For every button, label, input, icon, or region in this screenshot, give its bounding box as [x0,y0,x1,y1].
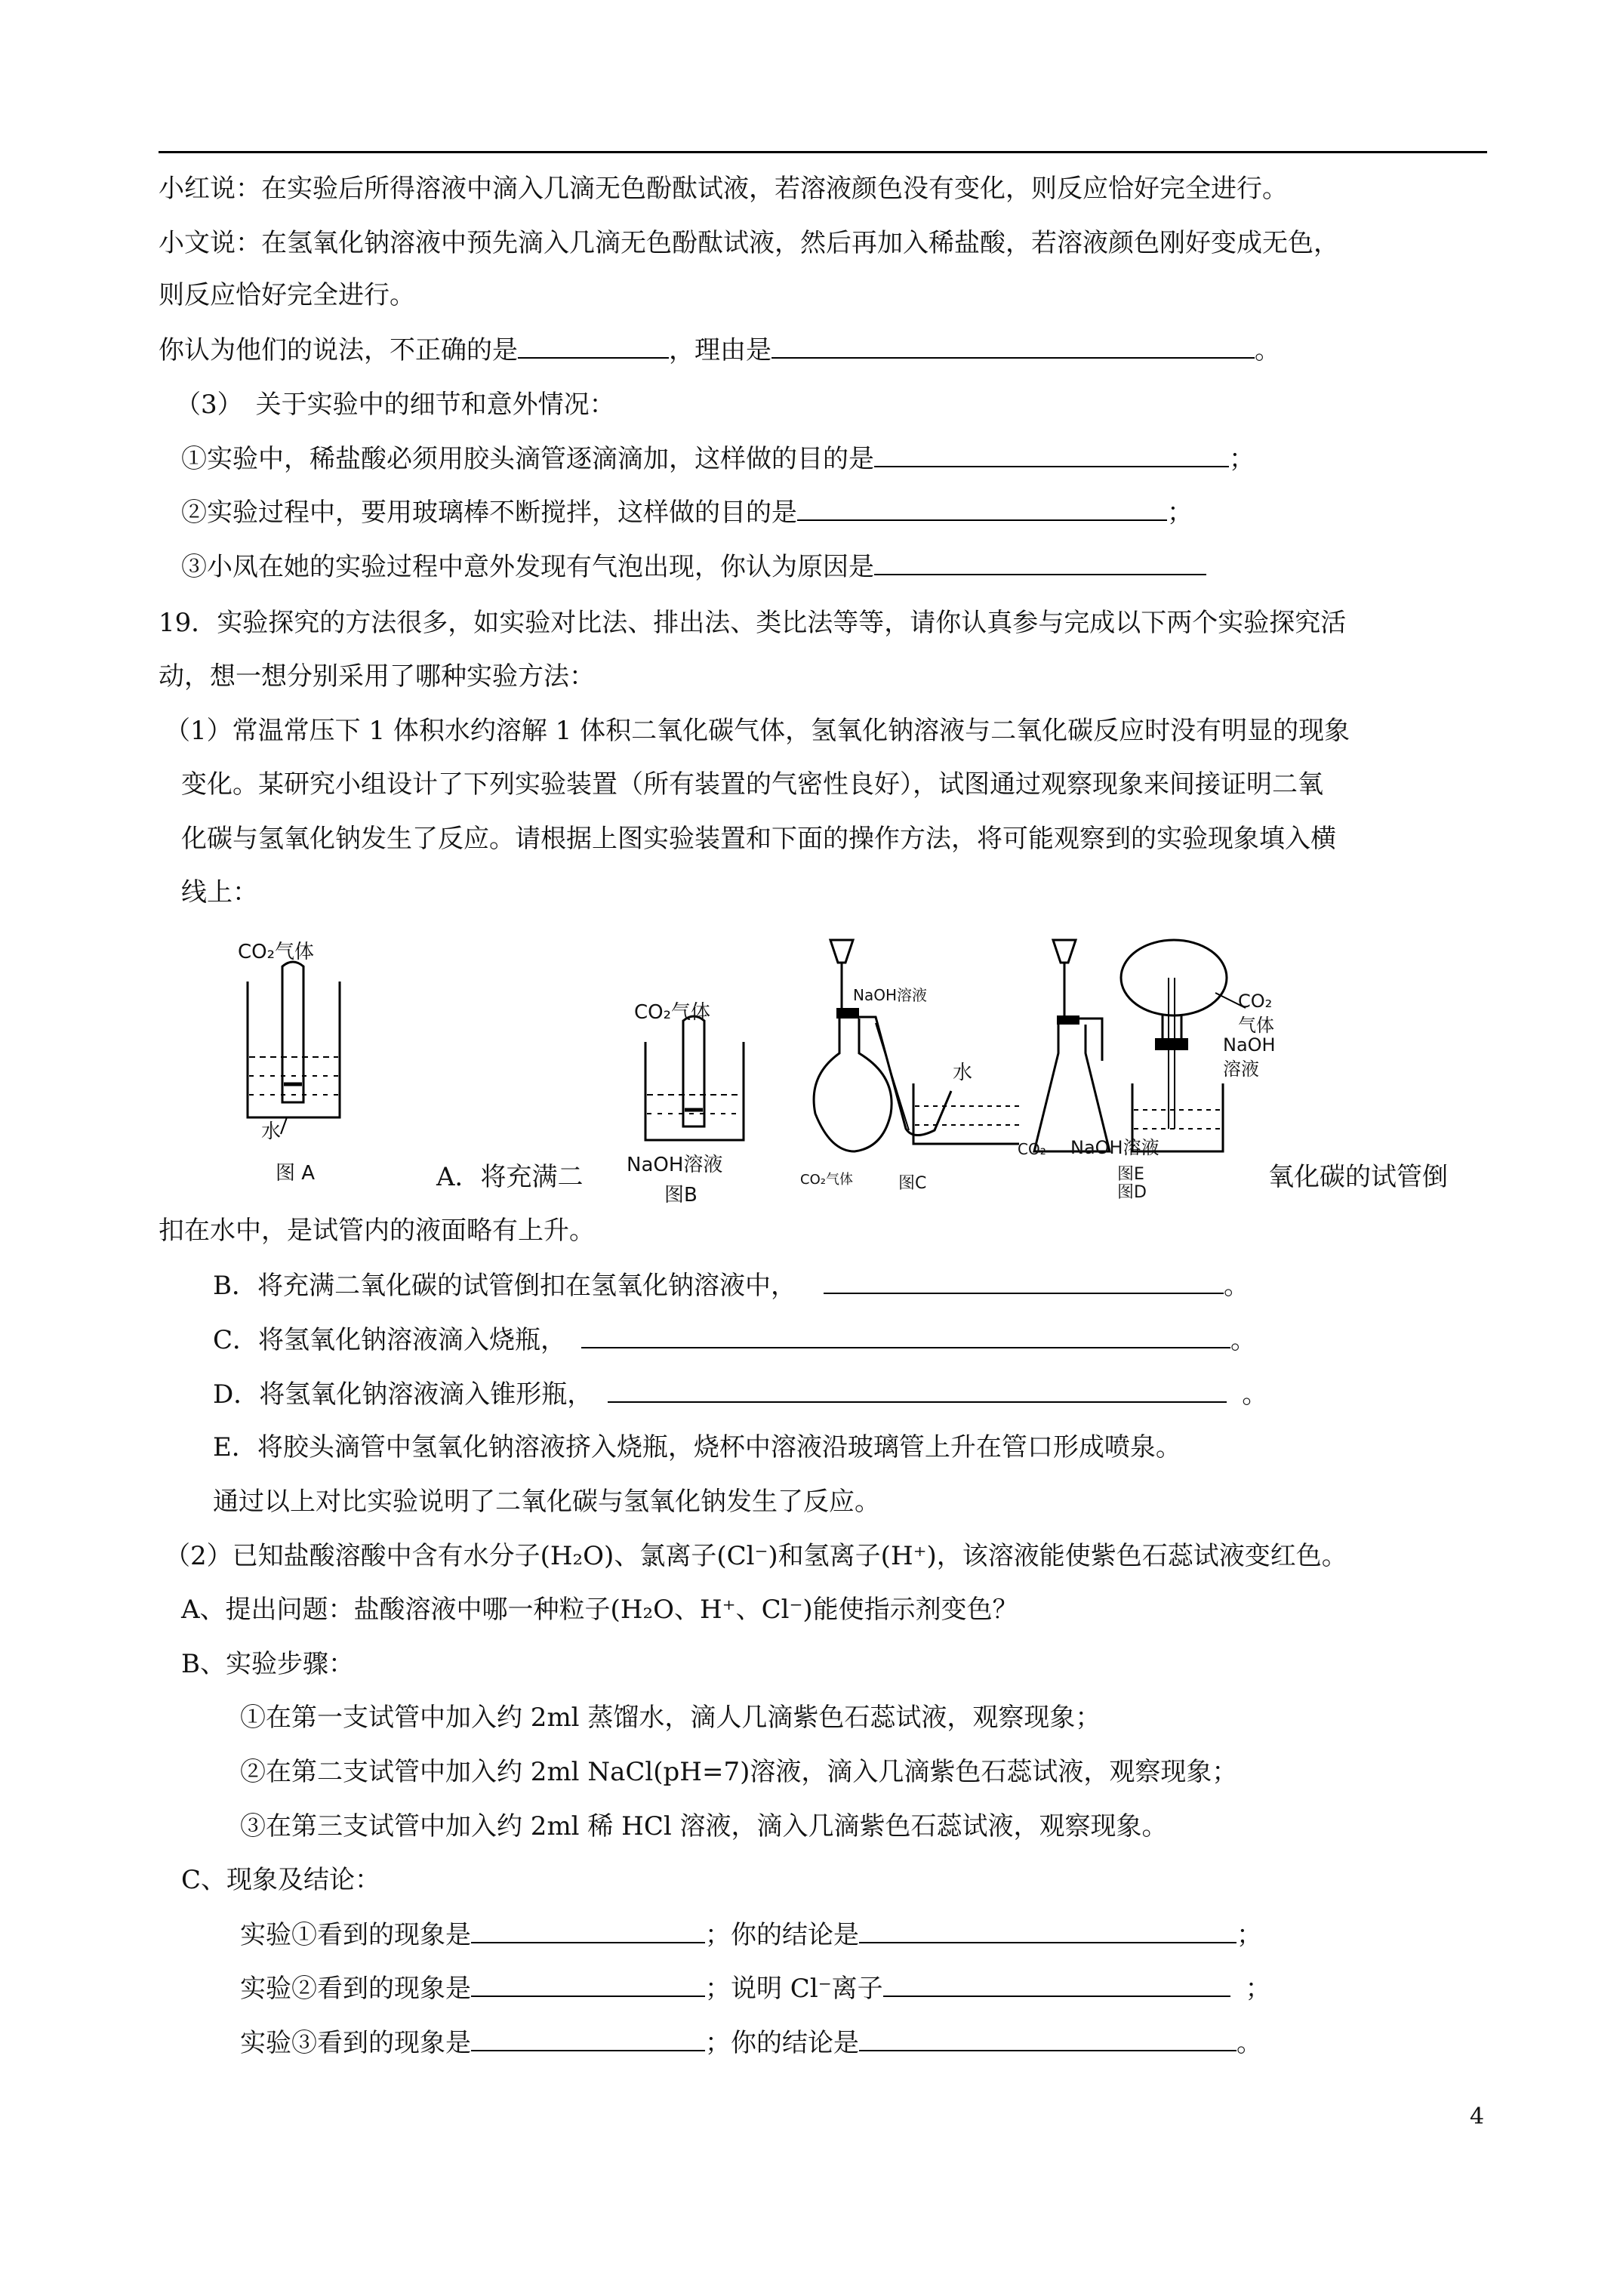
step-line: ③在第三支试管中加入约 2ml 稀 HCl 溶液，滴入几滴紫色石蕊试液，观察现象。 [240,1811,1168,1841]
page-number: 4 [1470,2103,1485,2130]
result-text: 实验①看到的现象是 [240,1920,471,1950]
text-line: 动，想一想分别采用了哪种实验方法： [159,661,595,692]
question-line [181,550,1206,584]
option-text: B．将充满二氧化碳的试管倒扣在氢氧化钠溶液中， [213,1271,796,1301]
question-text: ①实验中，稀盐酸必须用胶头滴管逐滴滴加，这样做的目的是 [181,444,874,474]
figure-b-gas-label: CO₂气体 [634,1001,711,1024]
option-a-text: 氧化碳的试管倒 [1268,1162,1448,1192]
text-line: A、提出问题：盐酸溶液中哪一种粒子(H₂O、H⁺、Cl⁻)能使指示剂变色？ [181,1595,1018,1625]
question-text: ③小凤在她的实验过程中意外发现有气泡出现，你认为原因是 [181,552,874,582]
figure-d-caption: 图D [1117,1183,1147,1202]
result-text: ；你的结论是 [705,2028,859,2058]
figure-c-water-label: 水 [953,1062,973,1084]
punct: 。 [1255,335,1280,365]
question-line [159,333,1280,367]
figure-a-caption: 图 A [276,1162,316,1185]
punct: 。 [1230,1325,1257,1355]
question-text: ，理由是 [669,335,771,365]
answer-blank[interactable] [471,1918,705,1943]
question-line [181,495,1193,529]
figure-c-solution-label: NaOH溶液 [853,986,927,1004]
option-a-text: 扣在水中，是试管内的液面略有上升。 [159,1216,595,1246]
result-text: 实验②看到的现象是 [240,1974,471,2004]
answer-blank[interactable] [859,1918,1236,1943]
result-line [240,1918,1262,1952]
figure-e-gas-label: CO₂ [1238,991,1273,1012]
option-line [213,1323,1256,1357]
answer-blank[interactable] [824,1268,1224,1294]
text-line: 小文说：在氢氧化钠溶液中预先滴入几滴无色酚酞试液，然后再加入稀盐酸，若溶液颜色刚好变成无色， [159,228,1339,258]
step-line: ②在第二支试管中加入约 2ml NaCl(pH=7)溶液，滴入几滴紫色石蕊试液，观察现象； [240,1757,1238,1787]
answer-blank[interactable] [883,1971,1230,1997]
option-text: C．将氢氧化钠溶液滴入烧瓶， [213,1325,567,1355]
text-line: 通过以上对比实验说明了二氧化碳与氢氧化钠发生了反应。 [213,1487,880,1517]
subquestion-title: （3） 关于实验中的细节和意外情况： [175,390,615,420]
answer-blank[interactable] [797,495,1167,521]
answer-blank[interactable] [471,1971,705,1997]
question-text: ②实验过程中，要用玻璃棒不断搅拌，这样做的目的是 [181,498,797,528]
text-line: 线上： [181,877,258,908]
text-line: （1）常温常压下 1 体积水约溶解 1 体积二氧化碳气体，氢氧化钠溶液与二氧化碳反应时没有明显的现象 [165,716,1350,746]
option-text: E．将胶头滴管中氢氧化钠溶液挤入烧瓶，烧杯中溶液沿玻璃管上升在管口形成喷泉。 [213,1432,1181,1462]
figure-b-caption: 图B [664,1184,698,1207]
figure-c-caption: 图C [898,1174,927,1193]
figure-d-solution-label: NaOH溶液 [1070,1137,1160,1158]
figure-e-caption: 图E [1117,1165,1144,1184]
result-text: 实验③看到的现象是 [240,2028,471,2058]
figure-e-solution-label: 溶液 [1223,1059,1259,1080]
text-line: 变化。某研究小组设计了下列实验装置（所有装置的气密性良好），试图通过观察现象来间接证明二氧 [181,769,1323,800]
punct: 。 [1223,1271,1249,1301]
result-line [240,1971,1271,2005]
option-text: D．将氢氧化钠溶液滴入锥形瓶， [213,1379,593,1410]
answer-blank[interactable] [874,550,1206,575]
punct: ； [1236,1920,1262,1950]
text-line: 19．实验探究的方法很多，如实验对比法、排出法、类比法等等，请你认真参与完成以下两个实验探究活 [159,608,1347,638]
text-line: 化碳与氢氧化钠发生了反应。请根据上图实验装置和下面的操作方法，将可能观察到的实验现象填入横 [181,824,1336,854]
result-text: ；说明 Cl⁻离子 [705,1974,883,2004]
punct: ； [1229,444,1255,474]
figure-c-gas-label: CO₂气体 [800,1172,853,1188]
figure-c-diagram [800,932,1019,1166]
option-a-text: A．将充满二 [436,1162,584,1192]
option-line [213,1268,1249,1302]
text-line: 则反应恰好完全进行。 [159,280,415,310]
figure-a-gas-label: CO₂气体 [238,941,315,963]
figure-b-solution-label: NaOH溶液 [627,1154,723,1176]
text-line: （2）已知盐酸溶酸中含有水分子(H₂O)、氯离子(Cl⁻)和氢离子(H⁺)，该溶液能使紫色石蕊试液变红色。 [165,1541,1347,1571]
text-line: C、现象及结论： [181,1865,381,1895]
figure-e-gas-label: 气体 [1238,1015,1274,1036]
punct: ； [1245,1974,1271,2004]
question-text: 你认为他们的说法，不正确的是 [159,335,518,365]
text-line: 小红说：在实验后所得溶液中滴入几滴无色酚酞试液，若溶液颜色没有变化，则反应恰好完全进行。 [159,174,1288,204]
answer-blank[interactable] [771,333,1255,359]
punct: ； [1167,498,1193,528]
answer-blank[interactable] [471,2026,705,2051]
answer-blank[interactable] [518,333,669,359]
answer-blank[interactable] [581,1323,1230,1348]
figure-a-water-label: 水 [261,1120,282,1143]
figure-a-diagram [226,936,362,1163]
answer-blank[interactable] [874,442,1229,467]
step-line: ①在第一支试管中加入约 2ml 蒸馏水，滴人几滴紫色石蕊试液，观察现象； [240,1703,1101,1733]
question-line [181,442,1255,476]
figure-b-diagram [630,1004,766,1155]
header-rule [159,151,1487,153]
answer-blank[interactable] [608,1377,1227,1403]
figure-d-co2-label: CO₂ [1018,1140,1046,1158]
result-text: ；你的结论是 [705,1920,859,1950]
option-line [213,1377,1267,1411]
figure-e-solution-label: NaOH [1223,1034,1276,1056]
result-line [240,2026,1262,2060]
answer-blank[interactable] [859,2026,1236,2051]
punct: 。 [1236,2028,1262,2058]
text-line: B、实验步骤： [181,1649,354,1679]
punct: 。 [1242,1379,1268,1410]
